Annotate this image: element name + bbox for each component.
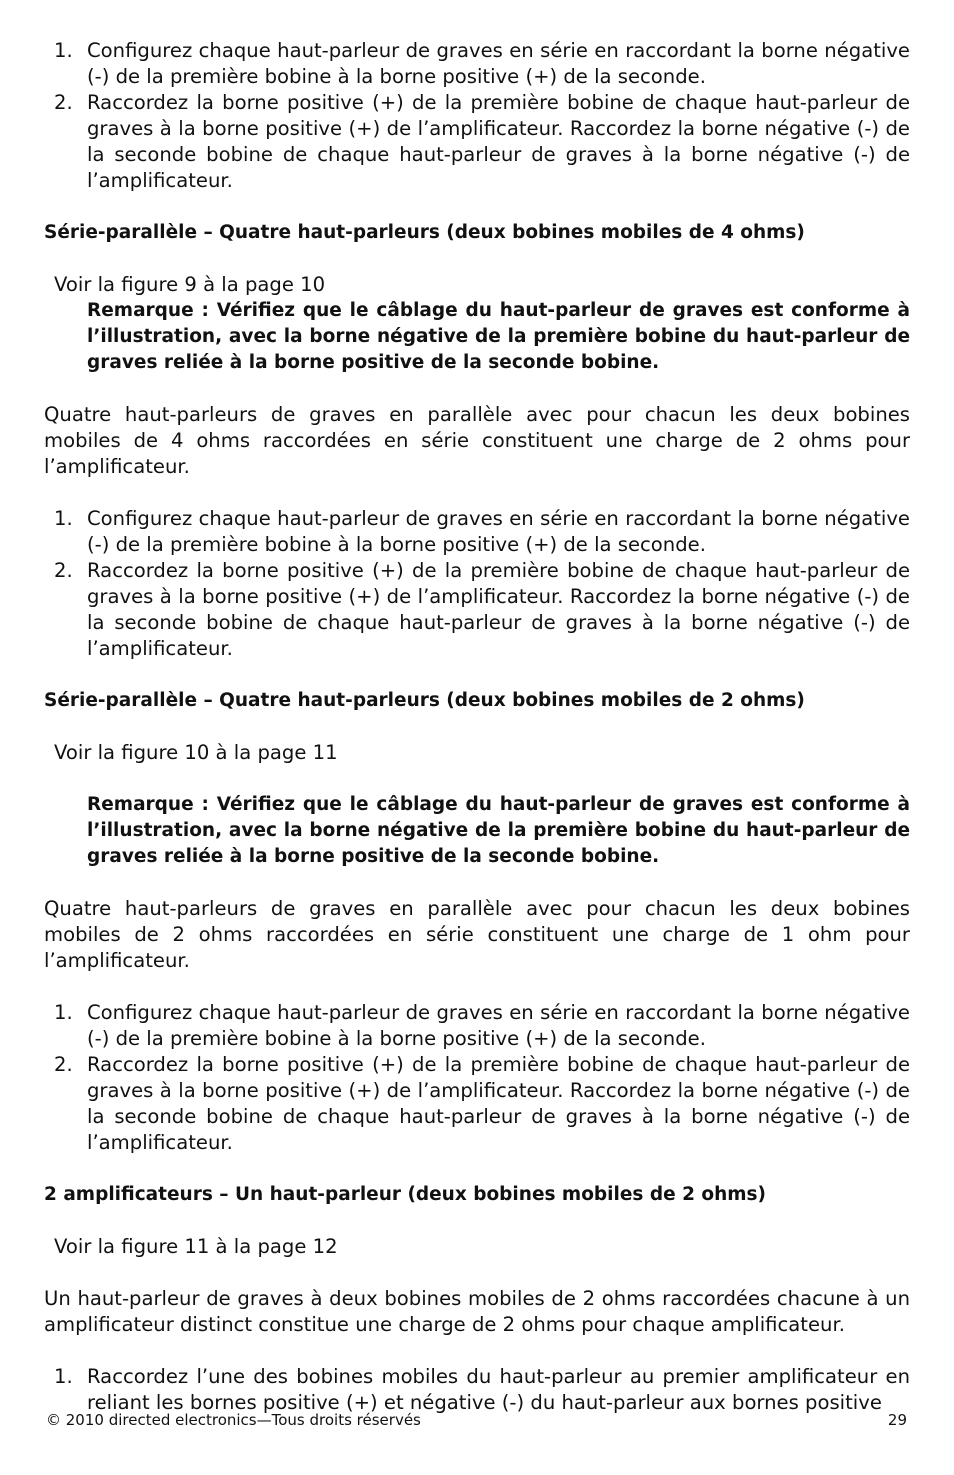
step-text: Raccordez la borne positive (+) de la première bobine de chaque haut-parleur de graves à la borne positive (+) de l’amplificateur. Raccordez la borne négative (-) de la seconde bobine de chaque haut-parleur de graves à la borne négative (-) de l’amplificateur. [87, 1053, 910, 1154]
step-number: 2. [54, 91, 73, 114]
note: Remarque : Vérifiez que le câblage du haut-parleur de graves est conforme à l’illustration, avec la borne négative de la première bobine du haut-parleur de graves reliée à la borne positive de la seconde bobine. [87, 794, 910, 867]
paragraph: Quatre haut-parleurs de graves en parallèle avec pour chacun les deux bobines mobiles de 2 ohms raccordées en série constituent une charge de 1 ohm pour l’amplificateur. [44, 897, 910, 972]
step-text: Configurez chaque haut-parleur de graves en série en raccordant la borne négative (-) de la première bobine à la borne positive (+) de la seconde. [87, 507, 910, 556]
step-text: Configurez chaque haut-parleur de graves en série en raccordant la borne négative (-) de la première bobine à la borne positive (+) de la seconde. [87, 1001, 910, 1050]
paragraph: Un haut-parleur de graves à deux bobines mobiles de 2 ohms raccordées chacune à un amplificateur distinct constitue une charge de 2 ohms pour chaque amplificateur. [44, 1287, 910, 1336]
list-item [44, 558, 910, 662]
list-item [44, 90, 910, 194]
steps-list [44, 38, 910, 194]
document-page [44, 38, 910, 1416]
paragraph: Quatre haut-parleurs de graves en parallèle avec pour chacun les deux bobines mobiles de 4 ohms raccordées en série constituent une charge de 2 ohms pour l’amplificateur. [44, 403, 910, 478]
list-item [44, 506, 910, 558]
steps-list [44, 1364, 910, 1416]
list-item [44, 1052, 910, 1156]
step-text: Configurez chaque haut-parleur de graves en série en raccordant la borne négative (-) de la première bobine à la borne positive (+) de la seconde. [87, 39, 910, 88]
section-heading: Série-parallèle – Quatre haut-parleurs (deux bobines mobiles de 2 ohms) [44, 690, 805, 711]
page-number: 29 [887, 1411, 907, 1429]
note: Remarque : Vérifiez que le câblage du haut-parleur de graves est conforme à l’illustration, avec la borne négative de la première bobine du haut-parleur de graves reliée à la borne positive de la seconde bobine. [87, 300, 910, 373]
figure-reference: Voir la figure 9 à la page 10 [54, 273, 326, 296]
step-text: Raccordez la borne positive (+) de la première bobine de chaque haut-parleur de graves à la borne positive (+) de l’amplificateur. Raccordez la borne négative (-) de la seconde bobine de chaque haut-parleur de graves à la borne négative (-) de l’amplificateur. [87, 559, 910, 660]
list-item [44, 1364, 910, 1416]
step-number: 1. [54, 507, 73, 530]
step-text: Raccordez l’une des bobines mobiles du haut-parleur au premier amplificateur en reliant les bornes positive (+) et négative (-) du haut-parleur aux bornes positive [87, 1365, 910, 1414]
figure-reference: Voir la figure 10 à la page 11 [54, 741, 338, 764]
copyright-text: © 2010 directed electronics—Tous droits réservés [46, 1411, 421, 1429]
figure-reference: Voir la figure 11 à la page 12 [54, 1235, 338, 1258]
step-number: 1. [54, 39, 73, 62]
steps-list [44, 1000, 910, 1156]
section-heading: 2 amplificateurs – Un haut-parleur (deux bobines mobiles de 2 ohms) [44, 1184, 767, 1205]
step-number: 2. [54, 559, 73, 582]
section-heading: Série-parallèle – Quatre haut-parleurs (deux bobines mobiles de 4 ohms) [44, 222, 805, 243]
step-number: 1. [54, 1001, 73, 1024]
list-item [44, 38, 910, 90]
step-text: Raccordez la borne positive (+) de la première bobine de chaque haut-parleur de graves à la borne positive (+) de l’amplificateur. Raccordez la borne négative (-) de la seconde bobine de chaque haut-parleur de graves à la borne négative (-) de l’amplificateur. [87, 91, 910, 192]
list-item [44, 1000, 910, 1052]
step-number: 1. [54, 1365, 73, 1388]
step-number: 2. [54, 1053, 73, 1076]
steps-list [44, 506, 910, 662]
